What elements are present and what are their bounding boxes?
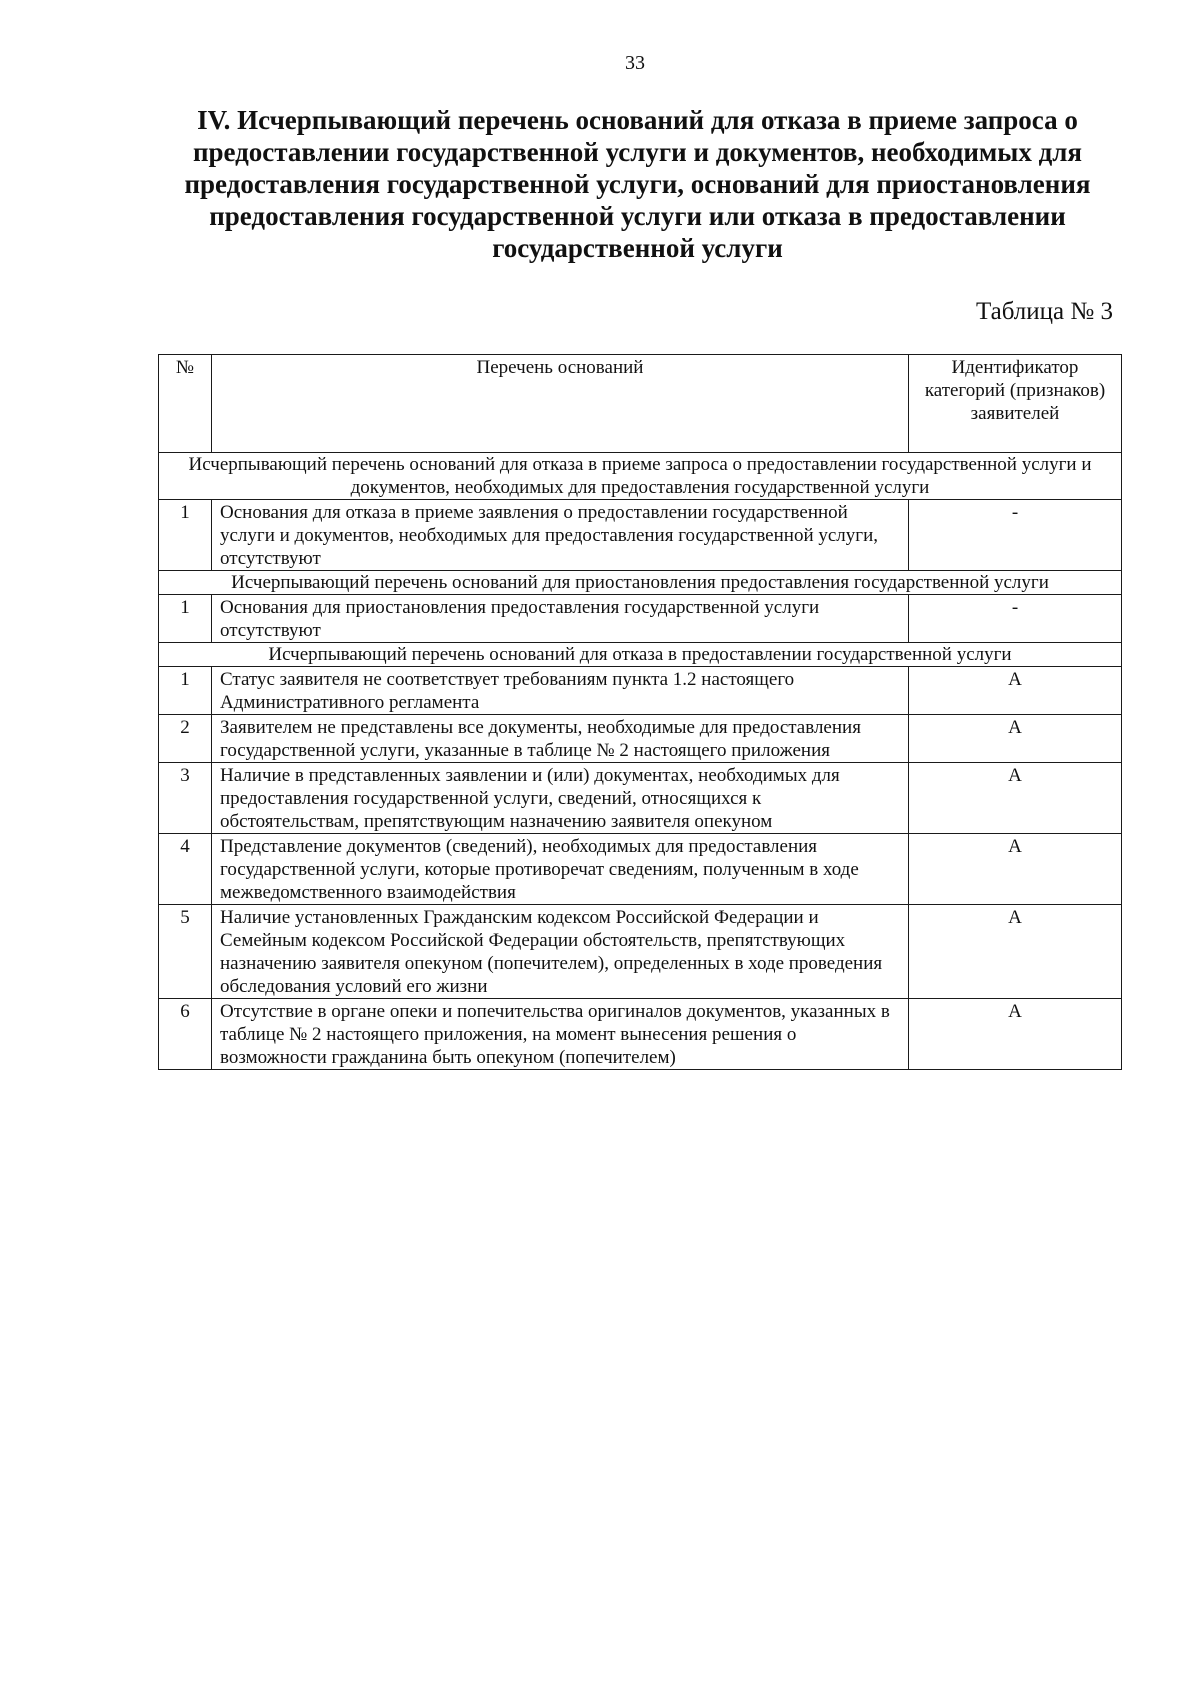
header-num: № (159, 355, 212, 453)
row-identifier: - (909, 500, 1122, 571)
row-ground-text: Отсутствие в органе опеки и попечительства оригиналов документов, указанных в таблице № 2 настоящего приложения, на момент вынесения решения о возможности гражданина быть опекуном (попечителем) (212, 999, 909, 1070)
row-ground-text: Основания для приостановления предоставления государственной услуги отсутствуют (212, 595, 909, 643)
row-identifier: А (909, 834, 1122, 905)
row-number: 1 (159, 595, 212, 643)
row-number: 1 (159, 667, 212, 715)
section-title: IV. Исчерпывающий перечень оснований для отказа в приеме запроса о предоставлении государственной услуги и документов, необходимых для предоставления государственной услуги, оснований для приостановления предоставления государственной услуги или отказа в предоставлении государственной услуги (184, 105, 1091, 263)
header-identifier: Идентификатор категорий (признаков) заявителей (909, 355, 1122, 453)
table-caption: Таблица № 3 (975, 298, 1113, 325)
row-ground-text: Основания для отказа в приеме заявления о предоставлении государственной услуги и документов, необходимых для предоставления государственной услуги, отсутствуют (212, 500, 909, 571)
table-row (159, 715, 1122, 763)
table-row (159, 500, 1122, 571)
row-identifier: А (909, 999, 1122, 1070)
row-ground-text: Статус заявителя не соответствует требованиям пункта 1.2 настоящего Административного регламента (212, 667, 909, 715)
row-ground-text: Наличие в представленных заявлении и (или) документах, необходимых для предоставления государственной услуги, сведений, относящихся к обстоятельствам, препятствующим назначению заявителя опекуном (212, 763, 909, 834)
row-ground-text: Наличие установленных Гражданским кодексом Российской Федерации и Семейным кодексом Российской Федерации обстоятельств, препятствующих назначению заявителя опекуном (попечителем), определенных в ходе проведения обследования условий его жизни (212, 905, 909, 999)
header-grounds: Перечень оснований (212, 355, 909, 453)
row-identifier: А (909, 667, 1122, 715)
table-row (159, 595, 1122, 643)
row-number: 3 (159, 763, 212, 834)
row-number: 2 (159, 715, 212, 763)
section-header-row (159, 643, 1122, 667)
row-number: 5 (159, 905, 212, 999)
table-row (159, 763, 1122, 834)
row-identifier: А (909, 905, 1122, 999)
row-identifier: - (909, 595, 1122, 643)
row-number: 4 (159, 834, 212, 905)
section-header-row (159, 571, 1122, 595)
table-row (159, 905, 1122, 999)
table-row (159, 999, 1122, 1070)
section-header-suspension: Исчерпывающий перечень оснований для приостановления предоставления государственной услуги (159, 571, 1122, 595)
table-row (159, 667, 1122, 715)
table-header-row (159, 355, 1122, 453)
row-number: 1 (159, 500, 212, 571)
grounds-table (158, 354, 1122, 1070)
row-number: 6 (159, 999, 212, 1070)
table-row (159, 834, 1122, 905)
page-number: 33 (625, 52, 645, 74)
row-identifier: А (909, 715, 1122, 763)
section-header-row (159, 453, 1122, 500)
row-ground-text: Заявителем не представлены все документы, необходимые для предоставления государственной услуги, указанные в таблице № 2 настоящего приложения (212, 715, 909, 763)
row-ground-text: Представление документов (сведений), необходимых для предоставления государственной услуги, которые противоречат сведениям, полученным в ходе межведомственного взаимодействия (212, 834, 909, 905)
section-header-refusal-service: Исчерпывающий перечень оснований для отказа в предоставлении государственной услуги (159, 643, 1122, 667)
row-identifier: А (909, 763, 1122, 834)
section-header-refusal-acceptance: Исчерпывающий перечень оснований для отказа в приеме запроса о предоставлении государственной услуги и документов, необходимых для предоставления государственной услуги (159, 453, 1122, 500)
